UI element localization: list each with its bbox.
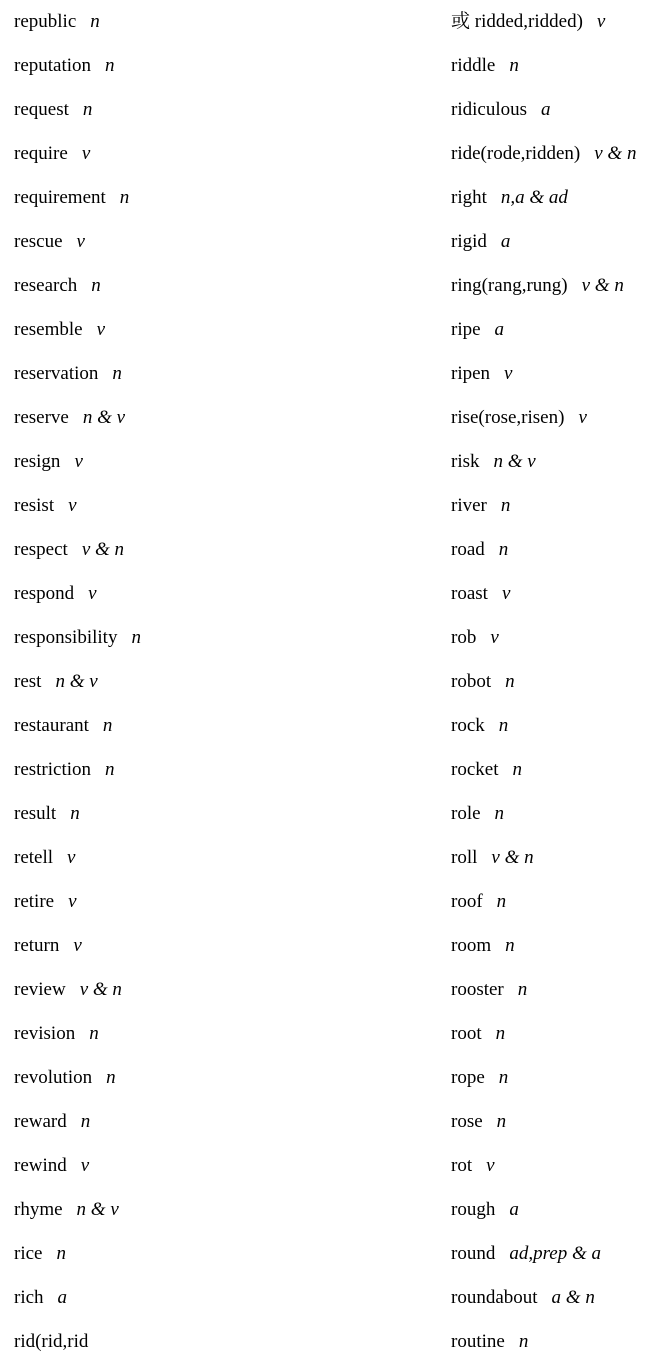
vocab-word: review	[14, 979, 66, 1000]
vocab-entry	[451, 396, 587, 440]
vocab-entry	[451, 1276, 595, 1320]
vocab-word: respond	[14, 583, 75, 604]
vocab-word: roundabout	[451, 1287, 538, 1308]
part-of-speech: v	[68, 891, 77, 912]
vocab-entry	[14, 924, 82, 968]
vocab-entry	[14, 88, 92, 132]
vocab-word: root	[451, 1023, 482, 1044]
vocab-word: round	[451, 1243, 496, 1264]
vocab-entry	[451, 1320, 528, 1364]
vocab-word: retire	[14, 891, 55, 912]
part-of-speech: v	[76, 231, 85, 252]
vocab-word: resist	[14, 495, 55, 516]
vocab-entry	[14, 264, 101, 308]
part-of-speech: n	[505, 935, 515, 956]
vocab-entry	[451, 484, 510, 528]
part-of-speech: v	[73, 935, 82, 956]
vocab-word: river	[451, 495, 487, 516]
vocab-word: road	[451, 539, 485, 560]
vocab-word: risk	[451, 451, 480, 472]
vocab-entry	[14, 748, 115, 792]
part-of-speech: n	[494, 803, 505, 824]
vocab-entry	[451, 88, 551, 132]
vocab-word: riddle	[451, 55, 496, 76]
part-of-speech: n	[509, 55, 519, 76]
part-of-speech: n	[512, 759, 522, 780]
vocab-word: rooster	[451, 979, 504, 1000]
vocab-entry	[14, 308, 105, 352]
part-of-speech: n	[498, 715, 509, 736]
part-of-speech: n	[112, 363, 122, 384]
vocab-entry	[451, 264, 624, 308]
part-of-speech: n	[119, 187, 130, 208]
part-of-speech: v	[81, 143, 91, 164]
part-of-speech: n	[495, 1023, 506, 1044]
vocab-word: rewind	[14, 1155, 67, 1176]
vocab-entry	[14, 1144, 89, 1188]
vocab-word: rest	[14, 671, 42, 692]
vocab-entry	[451, 220, 510, 264]
vocab-word: reputation	[14, 55, 92, 76]
vocab-entry	[451, 1144, 495, 1188]
part-of-speech: v & n	[491, 847, 534, 868]
part-of-speech: n	[56, 1243, 66, 1264]
part-of-speech: v	[596, 11, 606, 32]
vocab-word: roof	[451, 891, 483, 912]
vocab-word: ridiculous	[451, 99, 527, 120]
vocab-word: rich	[14, 1287, 44, 1308]
vocab-word: ring(rang,rung)	[451, 275, 568, 296]
vocab-entry	[14, 484, 77, 528]
vocab-entry	[451, 1232, 601, 1276]
vocab-word: roast	[451, 583, 488, 604]
vocab-word: resemble	[14, 319, 83, 340]
vocab-word: request	[14, 99, 69, 120]
vocab-entry	[451, 1012, 505, 1056]
part-of-speech: n	[496, 891, 507, 912]
vocab-entry	[14, 1012, 99, 1056]
vocab-word: rough	[451, 1199, 496, 1220]
part-of-speech: ad,prep & a	[509, 1243, 601, 1264]
part-of-speech: n & v	[76, 1199, 119, 1220]
vocab-word: rid(rid,rid	[14, 1331, 89, 1352]
vocab-entry	[14, 396, 125, 440]
vocab-word: right	[451, 187, 487, 208]
vocab-entry	[451, 792, 504, 836]
part-of-speech: v	[80, 1155, 90, 1176]
vocab-entry	[451, 1188, 519, 1232]
vocab-word: revolution	[14, 1067, 93, 1088]
part-of-speech: a	[57, 1287, 68, 1308]
vocab-entry	[14, 440, 83, 484]
part-of-speech: n	[89, 1023, 99, 1044]
vocab-entry	[451, 0, 605, 44]
part-of-speech: a	[494, 319, 505, 340]
vocab-word: rock	[451, 715, 485, 736]
part-of-speech: n,a & ad	[500, 187, 568, 208]
vocab-word: routine	[451, 1331, 505, 1352]
vocab-word: resign	[14, 451, 61, 472]
vocab-word: robot	[451, 671, 492, 692]
part-of-speech: n	[500, 495, 511, 516]
vocab-word: rot	[451, 1155, 473, 1176]
vocab-word: rescue	[14, 231, 63, 252]
vocab-word: ride(rode,ridden)	[451, 143, 581, 164]
vocab-entry	[14, 132, 90, 176]
vocab-word: return	[14, 935, 60, 956]
vocab-entry	[14, 616, 141, 660]
vocab-word: research	[14, 275, 78, 296]
vocab-entry	[14, 836, 75, 880]
vocab-entry	[451, 1100, 506, 1144]
vocab-word: responsibility	[14, 627, 118, 648]
vocab-word: restriction	[14, 759, 92, 780]
vocab-entry	[14, 880, 77, 924]
part-of-speech: n	[496, 1111, 507, 1132]
part-of-speech: n	[105, 759, 115, 780]
vocab-entry	[451, 308, 504, 352]
part-of-speech: v	[486, 1155, 495, 1176]
part-of-speech: v	[490, 627, 499, 648]
vocab-word: rope	[451, 1067, 485, 1088]
part-of-speech: n	[131, 627, 141, 648]
vocab-entry	[14, 1188, 119, 1232]
vocab-word: reservation	[14, 363, 99, 384]
part-of-speech: n	[80, 1111, 91, 1132]
part-of-speech: n & v	[82, 407, 126, 428]
part-of-speech: n & v	[493, 451, 536, 472]
part-of-speech: n	[518, 1331, 529, 1352]
part-of-speech: n	[505, 671, 515, 692]
vocab-entry	[14, 704, 112, 748]
part-of-speech: v	[504, 363, 513, 384]
vocab-entry	[451, 880, 506, 924]
part-of-speech: a & n	[551, 1287, 595, 1308]
vocab-word: roll	[451, 847, 478, 868]
vocab-entry	[14, 792, 80, 836]
part-of-speech: a	[500, 231, 511, 252]
part-of-speech: v	[501, 583, 511, 604]
vocab-entry	[14, 1276, 67, 1320]
part-of-speech: n	[105, 55, 115, 76]
vocab-entry	[451, 704, 508, 748]
vocab-word: rob	[451, 627, 477, 648]
vocab-entry	[451, 44, 519, 88]
vocab-entry	[14, 0, 100, 44]
vocab-word: rose	[451, 1111, 483, 1132]
part-of-speech: v & n	[594, 143, 637, 164]
vocab-word: rhyme	[14, 1199, 63, 1220]
vocab-entry	[14, 1232, 66, 1276]
vocab-word: rigid	[451, 231, 487, 252]
vocab-word: retell	[14, 847, 54, 868]
vocab-entry	[451, 660, 515, 704]
vocab-word: respect	[14, 539, 68, 560]
vocab-entry	[14, 176, 129, 220]
part-of-speech: a	[509, 1199, 519, 1220]
vocab-entry	[451, 836, 534, 880]
part-of-speech: a	[541, 99, 551, 120]
vocab-entry	[14, 352, 122, 396]
part-of-speech: v & n	[81, 539, 125, 560]
part-of-speech: v	[74, 451, 83, 472]
part-of-speech: v	[67, 847, 76, 868]
vocab-word: republic	[14, 11, 77, 32]
part-of-speech: v	[88, 583, 97, 604]
vocab-entry	[14, 220, 85, 264]
vocab-word: rice	[14, 1243, 43, 1264]
part-of-speech: v	[68, 495, 77, 516]
vocab-word: reserve	[14, 407, 69, 428]
part-of-speech: n	[90, 11, 100, 32]
part-of-speech: n	[106, 1067, 116, 1088]
part-of-speech: n	[517, 979, 528, 1000]
vocab-word: role	[451, 803, 481, 824]
vocab-entry	[14, 660, 98, 704]
vocab-word: 或 ridded,ridded)	[451, 11, 583, 32]
part-of-speech: v	[578, 407, 587, 428]
vocab-entry	[14, 968, 122, 1012]
vocab-word: ripe	[451, 319, 481, 340]
vocab-word: revision	[14, 1023, 76, 1044]
part-of-speech: n	[70, 803, 80, 824]
vocab-word: requirement	[14, 187, 106, 208]
vocab-word: require	[14, 143, 68, 164]
vocab-entry	[451, 968, 527, 1012]
vocab-entry	[451, 748, 522, 792]
vocab-entry	[451, 528, 508, 572]
vocab-entry	[14, 1056, 116, 1100]
vocab-entry	[14, 1100, 90, 1144]
vocab-word: room	[451, 935, 492, 956]
vocab-entry	[451, 924, 515, 968]
part-of-speech: v & n	[79, 979, 122, 1000]
part-of-speech: v	[96, 319, 106, 340]
vocab-entry	[14, 572, 97, 616]
vocab-entry	[451, 352, 512, 396]
vocab-entry	[451, 440, 536, 484]
vocab-entry	[14, 1320, 102, 1364]
vocab-word: restaurant	[14, 715, 89, 736]
vocab-word: result	[14, 803, 57, 824]
part-of-speech: n	[498, 1067, 509, 1088]
part-of-speech: n & v	[55, 671, 98, 692]
vocab-word: rise(rose,risen)	[451, 407, 565, 428]
vocab-entry	[451, 1056, 508, 1100]
part-of-speech: n	[91, 275, 101, 296]
vocab-word: ripen	[451, 363, 491, 384]
vocab-entry	[451, 132, 636, 176]
part-of-speech: n	[102, 715, 113, 736]
vocab-entry	[14, 44, 115, 88]
vocab-entry	[14, 528, 124, 572]
vocab-entry	[451, 572, 510, 616]
part-of-speech: n	[82, 99, 93, 120]
part-of-speech: n	[498, 539, 509, 560]
vocab-entry	[451, 176, 568, 220]
part-of-speech: v & n	[581, 275, 624, 296]
vocab-word: reward	[14, 1111, 67, 1132]
vocab-word: rocket	[451, 759, 499, 780]
vocab-entry	[451, 616, 499, 660]
